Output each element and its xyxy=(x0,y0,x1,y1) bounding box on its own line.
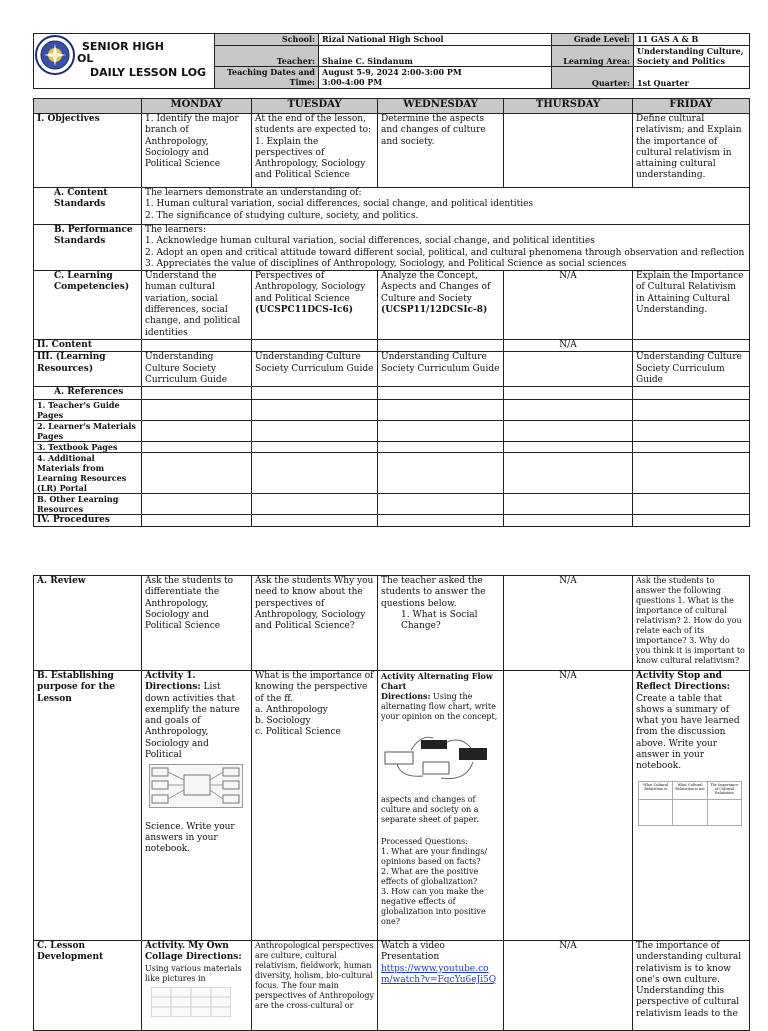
establishing-wednesday-directions xyxy=(381,691,500,722)
references-label: A. References xyxy=(34,387,142,399)
content-standards-line-1: The learners demonstrate an understanding of: xyxy=(145,188,362,198)
area-label: Learning Area: xyxy=(552,46,634,67)
performance-standards-line-2: 1. Acknowledge human cultural variation, social differences, social change, and political identities xyxy=(145,236,595,247)
day-friday: FRIDAY xyxy=(633,99,750,114)
dates-label-line-2: Time: xyxy=(289,77,315,87)
area-value-line-1: Understanding Culture, xyxy=(637,46,744,56)
school-label: School: xyxy=(215,34,319,46)
day-tuesday: TUESDAY xyxy=(252,99,378,114)
quarter-value: 1st Quarter xyxy=(634,67,750,89)
collage-image xyxy=(151,987,231,1017)
content-standards-text xyxy=(142,188,750,225)
objectives-monday: 1. Identify the major branch of Anthropology, Sociology and Political Science xyxy=(142,114,252,188)
performance-standards-line-4: 3. Appreciates the value of disciplines of Anthropology, Sociology, and Political Science as social sciences xyxy=(145,258,627,269)
quarter-label: Quarter: xyxy=(552,67,634,89)
establishing-thursday: N/A xyxy=(504,671,633,941)
development-monday-title: Activity. My Own Collage Directions: xyxy=(145,941,242,963)
establishing-monday-title: Activity 1. xyxy=(145,671,196,681)
textbook-pages-label: 3. Textbook Pages xyxy=(34,441,142,452)
content-standards-line-2: 1. Human cultural variation, social differences, social change, and political identities xyxy=(145,199,534,210)
summary-table-header-1: What Cultural Relativism is xyxy=(639,781,673,799)
development-monday xyxy=(142,941,252,1031)
establishing-monday-tail: Science. Write your answers in your notebook. xyxy=(145,821,235,855)
resources-monday: Understanding Culture Society Curriculum Guide xyxy=(142,352,252,387)
content-friday xyxy=(633,339,750,351)
establishing-monday-dir-text: List down activities that exemplify the nature and goals of Anthropology, Sociology and Political xyxy=(145,682,240,761)
area-value xyxy=(634,46,750,67)
establishing-tuesday-b: b. Sociology xyxy=(255,716,311,727)
content-standards-label: A. Content Standards xyxy=(34,188,142,225)
dates-value xyxy=(319,67,552,89)
establishing-tuesday-a: a. Anthropology xyxy=(255,704,328,715)
review-tuesday: Ask the students Why you need to know about the perspectives of Anthropology, Sociology and Political Science? xyxy=(252,576,378,671)
establishing-wednesday-dir-label: Directions: xyxy=(381,691,431,701)
content-label: II. Content xyxy=(34,339,142,351)
video-link[interactable]: https://www.youtube.com/watch?v=FqcYu6eJi5Q xyxy=(381,963,497,985)
review-label: A. Review xyxy=(34,576,142,671)
competencies-thursday: N/A xyxy=(504,271,633,340)
logo-cell xyxy=(34,34,215,89)
competencies-tuesday-text: Perspectives of Anthropology, Sociology and Political Science xyxy=(255,271,366,304)
processed-questions-label: Processed Questions: xyxy=(381,837,468,846)
objectives-label: I. Objectives xyxy=(34,114,142,188)
development-wednesday-text: Watch a video Presentation xyxy=(381,941,445,963)
teachers-guide-label: 1. Teacher's Guide Pages xyxy=(34,399,142,420)
objectives-wednesday: Determine the aspects and changes of culture and society. xyxy=(378,114,504,188)
objectives-tuesday: At the end of the lesson, students are expected to: 1. Explain the perspectives of Anthropology, Sociology and Political Science xyxy=(252,114,378,188)
development-friday: The importance of understanding cultural relativism is to know one's own culture. Understanding this perspective of cultural relativism leads to the xyxy=(633,941,750,1031)
resources-wednesday: Understanding Culture Society Curriculum Guide xyxy=(378,352,504,387)
competencies-wednesday-text: Analyze the Concept, Aspects and Changes of Culture and Society xyxy=(381,271,491,304)
establishing-wednesday-after: aspects and changes of culture and society on a separate sheet of paper. xyxy=(381,795,479,824)
competencies-friday: Explain the Importance of Cultural Relativism in Attaining Cultural Understanding. xyxy=(633,271,750,340)
school-title: SENIOR HIGH xyxy=(82,40,164,53)
establishing-monday-dir-label: Directions: xyxy=(145,682,201,693)
establishing-tuesday-text: What is the importance of knowing the perspective of the ff. xyxy=(255,671,374,704)
performance-standards-text xyxy=(142,225,750,271)
activity-diagram-image xyxy=(149,764,243,808)
processed-question-2: 2. What are the positive effects of globalization? xyxy=(381,867,479,886)
competencies-wednesday xyxy=(378,271,504,340)
area-value-line-2: Society and Politics xyxy=(637,56,725,66)
day-monday: MONDAY xyxy=(142,99,252,114)
performance-standards-label: B. Performance Standards xyxy=(34,225,142,271)
competencies-monday: Understand the human cultural variation, social differences, social change, and political identities xyxy=(142,271,252,340)
school-value: Rizal National High School xyxy=(319,34,552,46)
school-title-tail: OL xyxy=(77,52,94,65)
content-wednesday xyxy=(378,339,504,351)
establishing-monday-directions xyxy=(145,682,248,761)
objectives-friday: Define cultural relativism; and Explain the importance of cultural relativism in attaining cultural understanding. xyxy=(633,114,750,188)
summary-table-image xyxy=(638,781,742,826)
establishing-friday-text: Create a table that shows a summary of what you have learned from the discussion above. Write your answer in your notebook. xyxy=(636,693,740,772)
teacher-value: Shaine C. Sindanum xyxy=(319,46,552,67)
development-wednesday xyxy=(378,941,504,1031)
establishing-wednesday xyxy=(378,671,504,941)
day-thursday: THURSDAY xyxy=(504,99,633,114)
day-wednesday: WEDNESDAY xyxy=(378,99,504,114)
learners-materials-label: 2. Learner's Materials Pages xyxy=(34,420,142,441)
development-label: C. Lesson Development xyxy=(34,941,142,1031)
procedures-label: IV. Procedures xyxy=(34,514,142,526)
content-standards-line-3: 2. The significance of studying culture, society, and politics. xyxy=(145,210,419,221)
competencies-tuesday-code: (UCSPC11DCS-Ic6) xyxy=(255,305,353,316)
objectives-thursday xyxy=(504,114,633,188)
development-thursday: N/A xyxy=(504,941,633,1031)
content-monday xyxy=(142,339,252,351)
processed-question-1: 1. What are your findings/ opinions based on facts? xyxy=(381,847,488,866)
development-tuesday: Anthropological perspectives are culture, cultural relativism, fieldwork, human diversity, holism, bio-cultural focus. The four main perspectives of Anthropology are the cross-cultural or xyxy=(252,941,378,1031)
summary-table-header-3: The Importance of Cultural Relativism xyxy=(707,781,741,799)
establishing-wednesday-dir-text: Using the alternating flow chart, write your opinion on the concept, xyxy=(381,692,498,721)
performance-standards-line-1: The learners: xyxy=(145,225,206,235)
content-thursday: N/A xyxy=(504,339,633,351)
dates-label xyxy=(215,67,319,89)
summary-table-header-2: What Cultural Relativism is not xyxy=(673,781,707,799)
blank-header xyxy=(34,99,142,114)
review-wednesday-question: 1. What is Social Change? xyxy=(401,609,478,632)
establishing-label: B. Establishing purpose for the Lesson xyxy=(34,671,142,941)
establishing-friday-title: Activity Stop and Reflect Directions: xyxy=(636,671,730,693)
performance-standards-line-3: 2. Adopt an open and critical attitude toward different social, political, and cultural phenomena through observation and reflection xyxy=(145,247,745,258)
dates-label-line-1: Teaching Dates and xyxy=(226,67,315,77)
resources-tuesday: Understanding Culture Society Curriculum Guide xyxy=(252,352,378,387)
content-tuesday xyxy=(252,339,378,351)
teacher-label: Teacher: xyxy=(215,46,319,67)
establishing-wednesday-title: Activity Alternating Flow Chart xyxy=(381,671,493,691)
procedures-table xyxy=(33,575,750,1031)
additional-materials-label: 4. Additional Materials from Learning Resources (LR) Portal xyxy=(34,452,142,493)
dates-value-line-2: 3:00-4:00 PM xyxy=(322,77,383,87)
flow-chart-image xyxy=(381,726,491,788)
log-title: DAILY LESSON LOG xyxy=(90,66,207,79)
review-wednesday xyxy=(378,576,504,671)
review-wednesday-text: The teacher asked the students to answer the questions below. xyxy=(381,576,486,609)
resources-label: III. (Learning Resources) xyxy=(34,352,142,387)
lesson-log-table xyxy=(33,98,750,527)
establishing-friday xyxy=(633,671,750,941)
resources-thursday xyxy=(504,352,633,387)
competencies-label: C. Learning Competencies) xyxy=(34,271,142,340)
review-thursday: N/A xyxy=(504,576,633,671)
other-resources-label: B. Other Learning Resources xyxy=(34,493,142,514)
processed-question-3: 3. How can you make the negative effects of globalization into positive one? xyxy=(381,887,486,926)
establishing-tuesday xyxy=(252,671,378,941)
dates-value-line-1: August 5-9, 2024 2:00-3:00 PM xyxy=(322,67,462,77)
header-table xyxy=(33,33,750,89)
grade-value: 11 GAS A & B xyxy=(634,34,750,46)
competencies-wednesday-code: (UCSP11/12DCSIc-8) xyxy=(381,305,488,316)
development-monday-text: Using various materials like pictures in xyxy=(145,963,242,983)
resources-friday: Understanding Culture Society Curriculum Guide xyxy=(633,352,750,387)
review-friday: Ask the students to answer the following questions 1. What is the importance of cultural relativism? 2. How do you relate each of its importance? 3. Why do you think it is important to know cultural relativism? xyxy=(633,576,750,671)
competencies-tuesday xyxy=(252,271,378,340)
grade-label: Grade Level: xyxy=(552,34,634,46)
establishing-monday xyxy=(142,671,252,941)
review-monday: Ask the students to differentiate the Anthropology, Sociology and Political Science xyxy=(142,576,252,671)
establishing-tuesday-c: c. Political Science xyxy=(255,727,341,738)
